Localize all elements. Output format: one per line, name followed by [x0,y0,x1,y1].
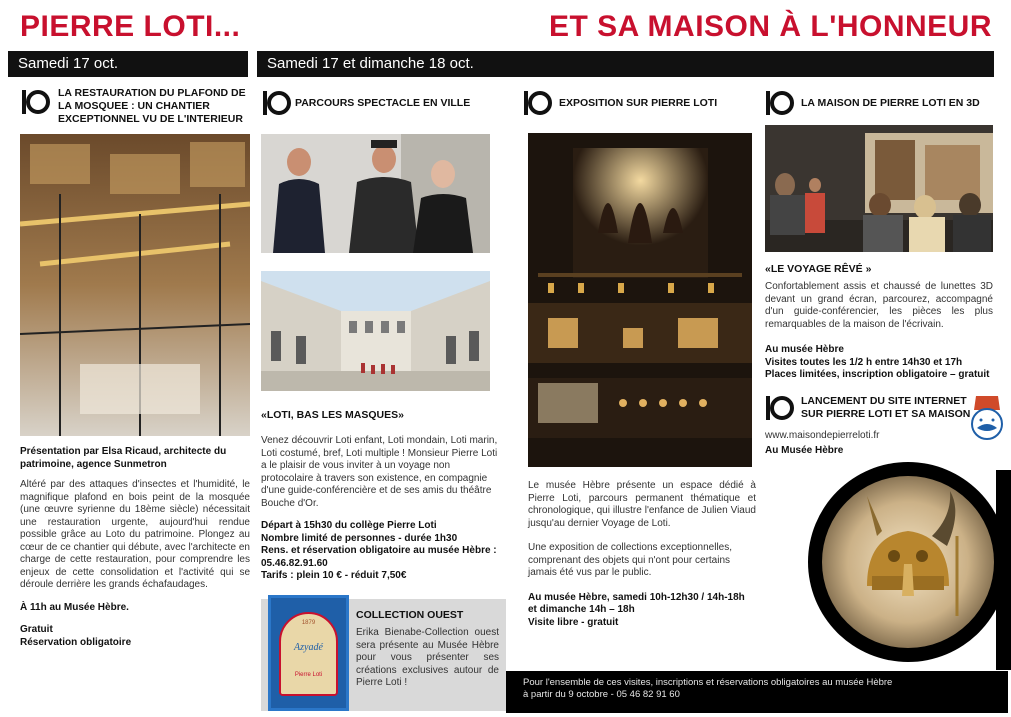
ceiling-photo [20,134,250,436]
info-place: Au musée Hèbre [765,344,844,355]
courtyard-photo [261,271,490,391]
body-text: Altéré par des attaques d'insectes et l'humidité, le magnifique plafond en bois peint de la mosquée (une œuvre syrienne du 18ème siècle) nécessitait une restauration urgente, aujourd'hui rendue possible grâce au Loto du patrimoine. Plongez au cœur de ce chantier qui débute, avec l'architecte en charge de cette restauration, pour comprendre les enjeux de cette consolidation et l'activité qui se déroule derrière les grands échafaudages. [20,479,250,590]
logo-icon [764,88,794,118]
footer-line-2: à partir du 9 octobre - 05 46 82 91 60 [523,689,680,700]
info-musee: Au Musée Hèbre [765,445,844,456]
logo-icon [261,88,291,118]
circle-edge-bar [996,470,1011,670]
col3-text [528,480,756,629]
info-price: Tarifs : plein 10 € - réduit 7,50€ [261,570,407,581]
section-exposition [522,88,757,118]
section-heading: LANCEMENT DU SITE INTERNET SUR PIERRE LOTI ET SA MAISON [801,395,971,420]
info-times: Visites toutes les 1/2 h entre 14h30 et 17h [765,356,963,368]
info-hours: Au musée Hèbre, samedi 10h-12h30 / 14h-18h et dimanche 14h – 18h [528,591,745,615]
free-text: Gratuit [20,624,53,635]
book-title: Azyadé [294,642,323,653]
collection-text: Erika Bienabe-Collection ouest sera présente au Musée Hèbre pour vous présenter ses créations exclusives autour de Pierre Loti ! [356,627,499,688]
cinema-photo [765,125,993,252]
body-text: Venez découvrir Loti enfant, Loti mondain, Loti marin, Loti costumé, bref, Loti multiple ! Monsieur Pierre Loti a le plaisir de vous inviter à un voyage non protocolaire à travers son existence, en compagnie d'une guide-conférencière et de ses amis du théâtre Bouche d'Or. [261,435,498,509]
info-free: Visite libre - gratuit [528,616,619,628]
website-link[interactable]: www.maisondepierreloti.fr [765,430,880,441]
subtitle: «LE VOYAGE RÊVÉ » [765,263,872,275]
collection-box [261,599,506,711]
body-text: Confortablement assis et chaussé de lunettes 3D devant un grand écran, parcourez, accompagné d'un guide-conférencier, les pièces les plus remarquables de la maison de l'écrivain. [765,281,993,330]
footer-line-1: Pour l'ensemble de ces visites, inscriptions et réservations obligatoires au musée Hèbre [523,677,893,688]
section-maison-3d [764,88,999,118]
body-text-1: Le musée Hèbre présente un espace dédié à Pierre Loti, parcours permanent thématique et chronologique, qui illustre l'enfance de Julien Viaud jusqu'au dernier Voyage de Loti. [528,480,756,529]
book-cover [268,595,349,711]
logo-icon [522,88,552,118]
page-title-left: PIERRE LOTI... [20,10,241,43]
date-bar-left: Samedi 17 oct. [8,51,248,77]
info-limit: Nombre limité de personnes - durée 1h30 [261,532,458,544]
loti-fez-icon [966,390,1008,442]
section-heading: EXPOSITION SUR PIERRE LOTI [559,97,718,109]
time-text: À 11h au Musée Hèbre. [20,601,129,613]
section-parcours [261,88,496,118]
info-limits: Places limitées, inscription obligatoire – gratuit [765,369,990,380]
info-reservation: Rens. et réservation obligatoire au musée Hèbre : [261,545,497,556]
collection-title: COLLECTION OUEST [356,609,464,621]
date-bar-right: Samedi 17 et dimanche 18 oct. [257,51,994,77]
footer-banner [506,671,1008,713]
col1-text [20,446,250,649]
logo-icon [764,393,794,423]
lead-text: Présentation par Elsa Ricaud, architecte du patrimoine, agence Sunmetron [20,446,227,470]
subtitle: «LOTI, BAS LES MASQUES» [261,409,404,421]
page-title-right: ET SA MAISON À L'HONNEUR [548,10,992,43]
helmet-photo [822,476,994,648]
book-author: Pierre Loti [294,672,323,678]
col2-text [261,409,499,583]
book-year: 1879 [301,620,316,626]
col4-text [765,263,993,382]
section-heading: LA MAISON DE PIERRE LOTI EN 3D [801,97,980,109]
helmet-circle [808,462,1008,662]
section-heading: PARCOURS SPECTACLE EN VILLE [295,97,471,109]
body-text-2: Une exposition de collections exceptionnelles, comprenant des objets qui n'ont pour certains jamais été vus par le public. [528,542,733,578]
info-departure: Départ à 15h30 du collège Pierre Loti [261,520,437,531]
reservation-text: Réservation obligatoire [20,636,132,648]
info-phone: 05.46.82.91.60 [261,557,328,569]
book-arch [279,612,338,696]
logo-icon [20,87,50,117]
actors-photo [261,134,490,253]
section-heading: LA RESTAURATION DU PLAFOND DE LA MOSQUEE : UN CHANTIER EXCEPTIONNEL VU DE L'INTERIEUR [58,87,246,125]
exhibition-photo [528,133,752,467]
